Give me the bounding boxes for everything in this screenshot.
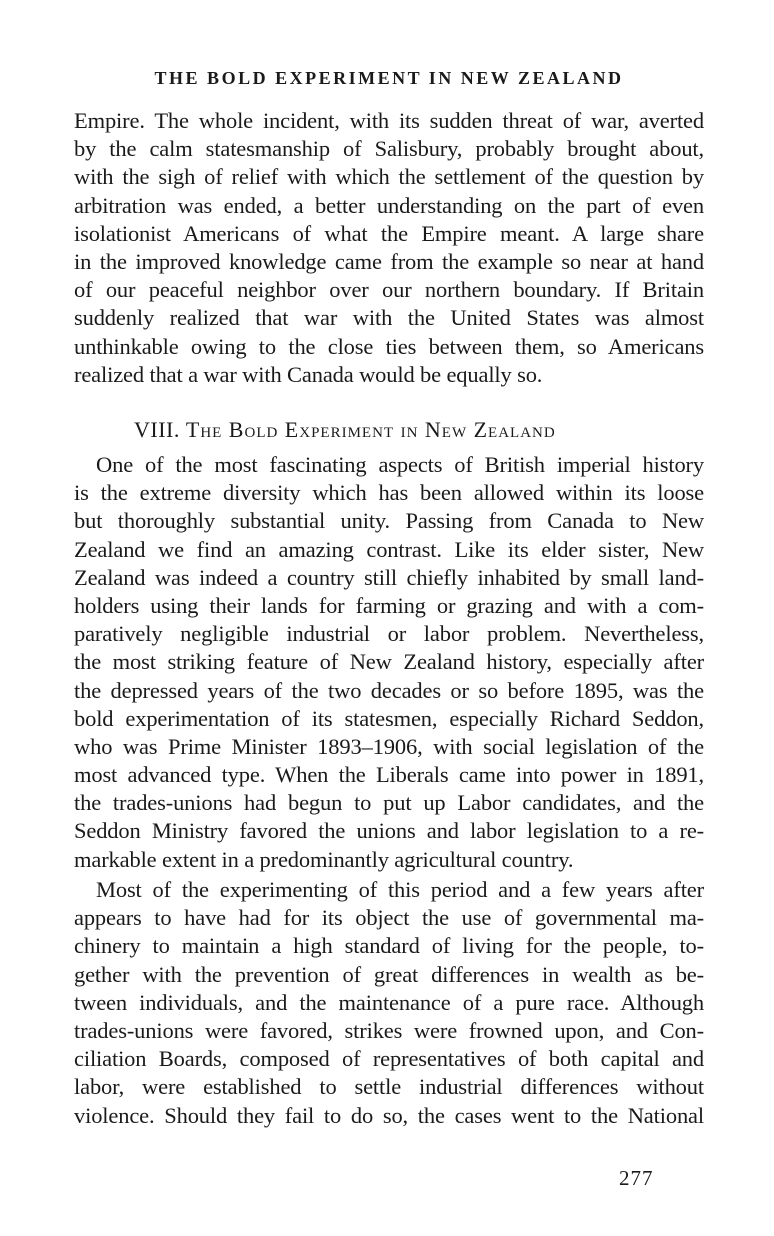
text-line: unthinkable owing to the close ties between them, so Americans: [74, 333, 704, 359]
text-line: the most striking feature of New Zealand history, especially after: [74, 649, 704, 675]
text-line: by the calm statesmanship of Salisbury, probably brought about,: [74, 136, 704, 162]
section-title: The Bold Experiment in New Zealand: [185, 417, 556, 442]
text-line: gether with the prevention of great differences in wealth as be-: [74, 961, 704, 987]
paragraph: [74, 451, 704, 874]
text-line: holders using their lands for farming or grazing and with a com-: [74, 592, 704, 618]
section-number: VIII.: [134, 417, 180, 442]
text-line: is the extreme diversity which has been allowed within its loose: [74, 480, 704, 506]
text-line: but thoroughly substantial unity. Passing from Canada to New: [74, 508, 704, 534]
text-line: chinery to maintain a high standard of living for the people, to-: [74, 933, 704, 959]
text-line: paratively negligible industrial or labor problem. Nevertheless,: [74, 621, 704, 647]
text-line: Most of the experimenting of this period and a few years after: [96, 877, 704, 902]
running-head: THE BOLD EXPERIMENT IN NEW ZEALAND: [154, 68, 624, 88]
text-line: suddenly realized that war with the United States was almost: [74, 305, 704, 331]
text-line: trades-unions were favored, strikes were frowned upon, and Con-: [74, 1017, 704, 1043]
text-line: Empire. The whole incident, with its sudden threat of war, averted: [74, 108, 704, 133]
section-heading: [134, 417, 556, 443]
text-line: Seddon Ministry favored the unions and labor legislation to a re-: [74, 818, 704, 844]
text-line: arbitration was ended, a better understanding on the part of even: [74, 192, 704, 218]
text-line: realized that a war with Canada would be equally so.: [74, 361, 543, 387]
text-line: the depressed years of the two decades or so before 1895, was the: [74, 677, 704, 703]
paragraph: [74, 876, 704, 1130]
paragraph-continuation: [74, 107, 704, 389]
text-line: One of the most fascinating aspects of British imperial history: [96, 452, 704, 477]
text-line: violence. Should they fail to do so, the cases went to the National: [74, 1102, 704, 1128]
text-line: with the sigh of relief with which the settlement of the question by: [74, 164, 704, 190]
text-line: markable extent in a predominantly agricultural country.: [74, 846, 574, 872]
text-line: bold experimentation of its statesmen, especially Richard Seddon,: [74, 705, 704, 731]
page-number: 277: [619, 1166, 654, 1190]
text-line: most advanced type. When the Liberals came into power in 1891,: [74, 762, 704, 788]
text-line: Zealand was indeed a country still chiefly inhabited by small land-: [74, 564, 704, 590]
text-line: Zealand we find an amazing contrast. Like its elder sister, New: [74, 536, 704, 562]
text-line: the trades-unions had begun to put up Labor candidates, and the: [74, 790, 704, 816]
text-line: appears to have had for its object the use of governmental ma-: [74, 905, 704, 931]
text-line: in the improved knowledge came from the example so near at hand: [74, 248, 704, 274]
text-line: of our peaceful neighbor over our northern boundary. If Britain: [74, 277, 704, 303]
text-line: isolationist Americans of what the Empire meant. A large share: [74, 220, 704, 246]
text-line: ciliation Boards, composed of representatives of both capital and: [74, 1046, 704, 1072]
text-line: who was Prime Minister 1893–1906, with social legislation of the: [74, 733, 704, 759]
text-line: tween individuals, and the maintenance of a pure race. Although: [74, 989, 704, 1015]
text-line: labor, were established to settle industrial differences without: [74, 1074, 704, 1100]
